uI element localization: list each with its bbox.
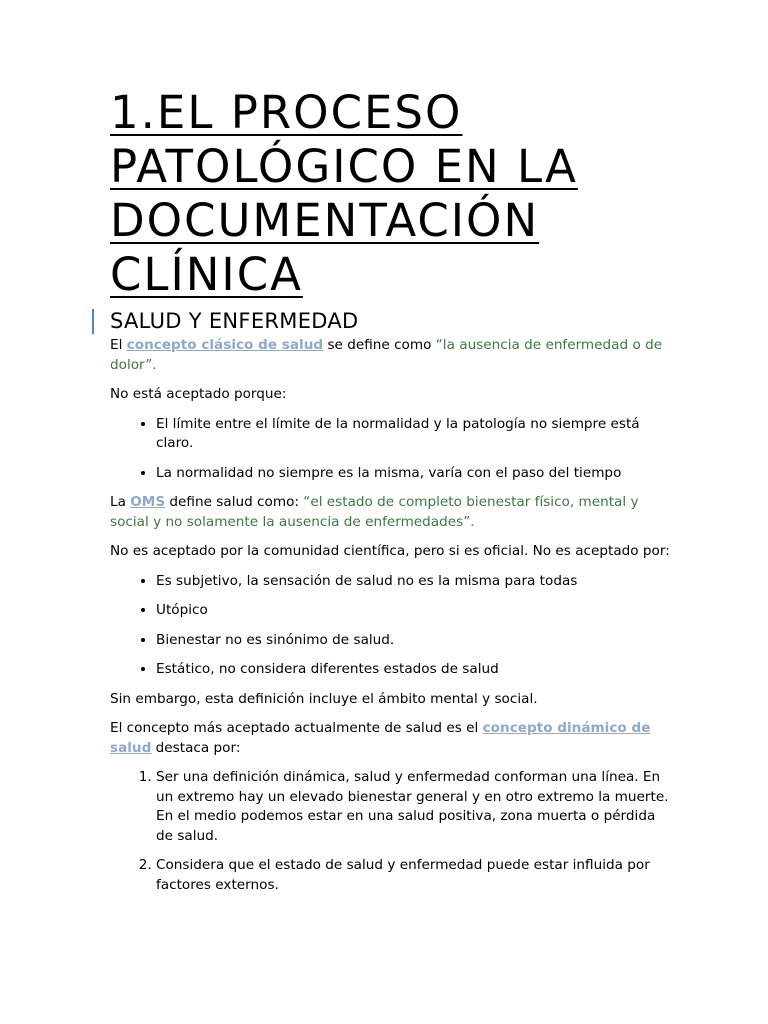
link-dynamic-concept[interactable]: concepto dinámico de salud (110, 720, 651, 756)
document-title (110, 86, 670, 302)
document-page (110, 86, 670, 905)
title-line: 1.EL PROCESO (110, 86, 463, 139)
paragraph-classic-concept: El concepto clásico de salud se define como “la ausencia de enfermedad o de dolor”. (110, 337, 663, 373)
quote-oms: “el estado de completo bienestar físico, mental y social y no solamente la ausencia de enfermedades”. (110, 494, 639, 530)
list-item: • El límite entre el límite de la normalidad y la patología no siempre está claro. (156, 415, 670, 454)
title-line: CLÍNICA (110, 248, 303, 301)
paragraph-oms: La OMS define salud como: “el estado de completo bienestar físico, mental y social y no solamente la ausencia de enfermedades”. (110, 494, 639, 530)
paragraph-however: Sin embargo, esta definición incluye el ámbito mental y social. (110, 690, 538, 707)
text-cursor-bar (92, 309, 94, 334)
paragraph-dynamic-concept: El concepto más aceptado actualmente de salud es el concepto dinámico de salud destaca por: (110, 720, 651, 756)
section-heading: SALUD Y ENFERMEDAD (110, 309, 359, 333)
bullet-list-reasons (110, 415, 670, 484)
paragraph-not-accepted: No está aceptado porque: (110, 386, 287, 402)
title-line: PATOLÓGICO EN LA (110, 140, 578, 193)
list-item: • Bienestar no es sinónimo de salud. (156, 631, 670, 651)
numbered-list-dynamic (110, 768, 670, 895)
quote-classic: “la ausencia de enfermedad o de dolor”. (110, 337, 663, 373)
list-item: • Estático, no considera diferentes estados de salud (156, 660, 670, 680)
link-oms[interactable]: OMS (130, 494, 166, 510)
list-item: • Es subjetivo, la sensación de salud no es la misma para todas (156, 572, 670, 592)
section-heading-wrap (110, 306, 670, 336)
list-item: 1. Ser una definición dinámica, salud y enfermedad conforman una línea. En un extremo hay un elevado bienestar general y en otro extremo la muerte. En el medio podemos estar en una salud positiva, zona muerta o pérdida de salud. (156, 768, 670, 846)
title-line: DOCUMENTACIÓN (110, 194, 540, 247)
paragraph-scientific: No es aceptado por la comunidad científica, pero si es oficial. No es aceptado por: (110, 543, 670, 559)
link-classic-concept[interactable]: concepto clásico de salud (126, 337, 324, 353)
list-item: • La normalidad no siempre es la misma, varía con el paso del tiempo (156, 464, 670, 484)
bullet-list-criticism (110, 572, 670, 680)
list-item: • Utópico (156, 601, 670, 621)
list-item: 2. Considera que el estado de salud y enfermedad puede estar influida por factores externos. (156, 856, 670, 895)
